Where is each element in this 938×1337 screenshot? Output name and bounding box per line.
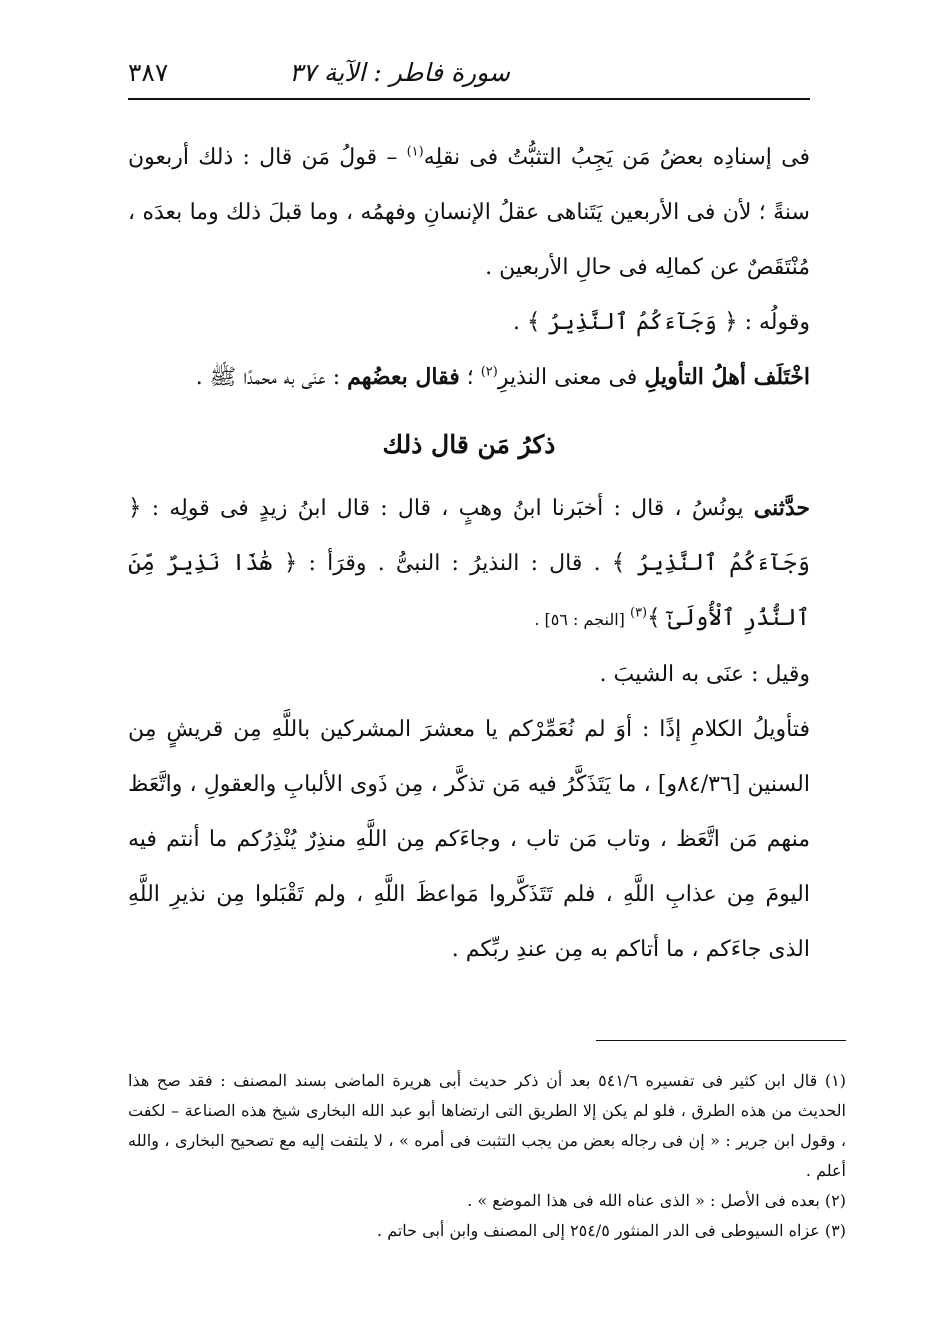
paragraph-6-a: فتأويلُ الكلامِ إذًا : أوَ لم نُعَمِّرْكم يا معشرَ المشركين باللَّهِ مِن قريشٍ مِن السنين [128, 717, 810, 797]
paragraph-1-rest: – قولُ مَن قال : ذلك أربعون سنةً ؛ لأن فى الأربعين يَتَناهى عقلُ الإنسانِ وفهمُه ، وما قبلَ ذلك وما بعدَه ، مُنْتَقَصٌ عن كمالِه فى حالِ الأربعين . [128, 145, 810, 280]
paragraph-2 [128, 295, 810, 350]
footnote-2: (٢) بعده فى الأصل : « الذى عناه الله فى هذا الموضع » . [467, 1191, 846, 1210]
surah-title: سورة فاطر : الآية ٣٧ [289, 58, 510, 87]
paragraph-3-bold-2: فقال بعضُهم [347, 364, 460, 390]
paragraph-4-a: يونُسُ ، قال : أخبَرنا ابنُ وهبٍ ، قال : قال ابنُ زيدٍ فى قولِه : [141, 496, 754, 521]
paragraph-4-b: . قال : النذيرُ : النبىُّ . وقرَأ : [297, 551, 612, 576]
quran-verse-3: ﴿ هَٰذَا نَذِيرٌ مِّنَ ٱلنُّذُرِ ٱلْأُولَىٰٓ ﴾ [128, 550, 810, 631]
footnote-divider [596, 1040, 846, 1041]
paragraph-3 [128, 350, 810, 405]
paragraph-4 [128, 481, 810, 647]
footnote-ref-2[interactable]: (٢) [480, 364, 498, 380]
footnotes [128, 1066, 846, 1246]
manuscript-reference: [٨٤/٣٦و] [657, 772, 741, 797]
quran-verse-1: ﴿ وَجَآءَكُمُ ٱلنَّذِيرُ ﴾ [526, 309, 738, 335]
running-header [128, 52, 810, 96]
paragraph-1 [128, 130, 810, 295]
surah-reference: [النجم : ٥٦] . [534, 610, 630, 629]
paragraph-6 [128, 702, 810, 977]
header-divider [128, 98, 810, 100]
quran-verse-2: ﴿ وَجَآءَكُمُ ٱلنَّذِيرُ ﴾ [128, 495, 811, 576]
paragraph-4-bold: حدَّثنى [753, 495, 810, 521]
paragraph-6-b: ، ما يَتَذَكَّرُ فيه مَن تذكَّر ، مِن ذَوى الألبابِ والعقولِ ، واتَّعَظ منهم مَن اتَّعَظ ، وتاب مَن تاب ، وجاءَكم مِن اللَّهِ منذِرٌ يُنْذِرُكم ما أنتم فيه اليومَ مِن عذابِ اللَّهِ ، فلم تَتَذَكَّروا مَواعظَ اللَّهِ ، ولم تَقْبَلوا مِن نذيرِ اللَّهِ الذى جاءَكم ، ما أتاكم به مِن عندِ ربِّكم . [128, 772, 810, 962]
paragraph-2-end: . [512, 310, 527, 335]
footnote-ref-3[interactable]: (٣) [629, 605, 648, 621]
footnote-ref-1[interactable]: (١) [406, 144, 424, 160]
paragraph-3-rest: : عنَى به محمدًا ﷺ . [195, 365, 348, 390]
paragraph-3-sep: ؛ [459, 365, 481, 390]
paragraph-3-bold-1: اخْتَلَف أهلُ التأويلِ [644, 364, 810, 390]
paragraph-2-lead: وقولُه : [737, 310, 810, 335]
paragraph-5: وقيل : عنَى به الشيبَ . [599, 662, 810, 687]
footnote-1: (١) قال ابن كثير فى تفسيره ٥٤١/٦ بعد أن ذكر حديث أبى هريرة الماضى بسند المصنف : فقد صح هذا الحديث من هذه الطرق ، فلو لم يكن إلا الطريق التى ارتضاها أبو عبد الله البخارى شيخ هذه الصناعة – لكفت ، وقول ابن جرير : « إن فى رجاله بعض من يجب التثبت فى أمره » ، لا يلتفت إليه مع تصحيح البخارى ، والله أعلم . [128, 1071, 846, 1180]
paragraph-1-text: فى إسنادِه بعضُ مَن يَجِبُ التثبُّتُ فى نقلِه [423, 145, 810, 170]
paragraph-3-mid: فى معنى النذيرِ [497, 365, 645, 390]
section-heading: ذكرُ مَن قال ذلك [382, 430, 556, 459]
page-number: ٣٨٧ [128, 58, 169, 87]
footnote-3: (٣) عزاه السيوطى فى الدر المنثور ٢٥٤/٥ إلى المصنف وابن أبى حاتم . [377, 1221, 846, 1240]
main-text [128, 130, 810, 977]
